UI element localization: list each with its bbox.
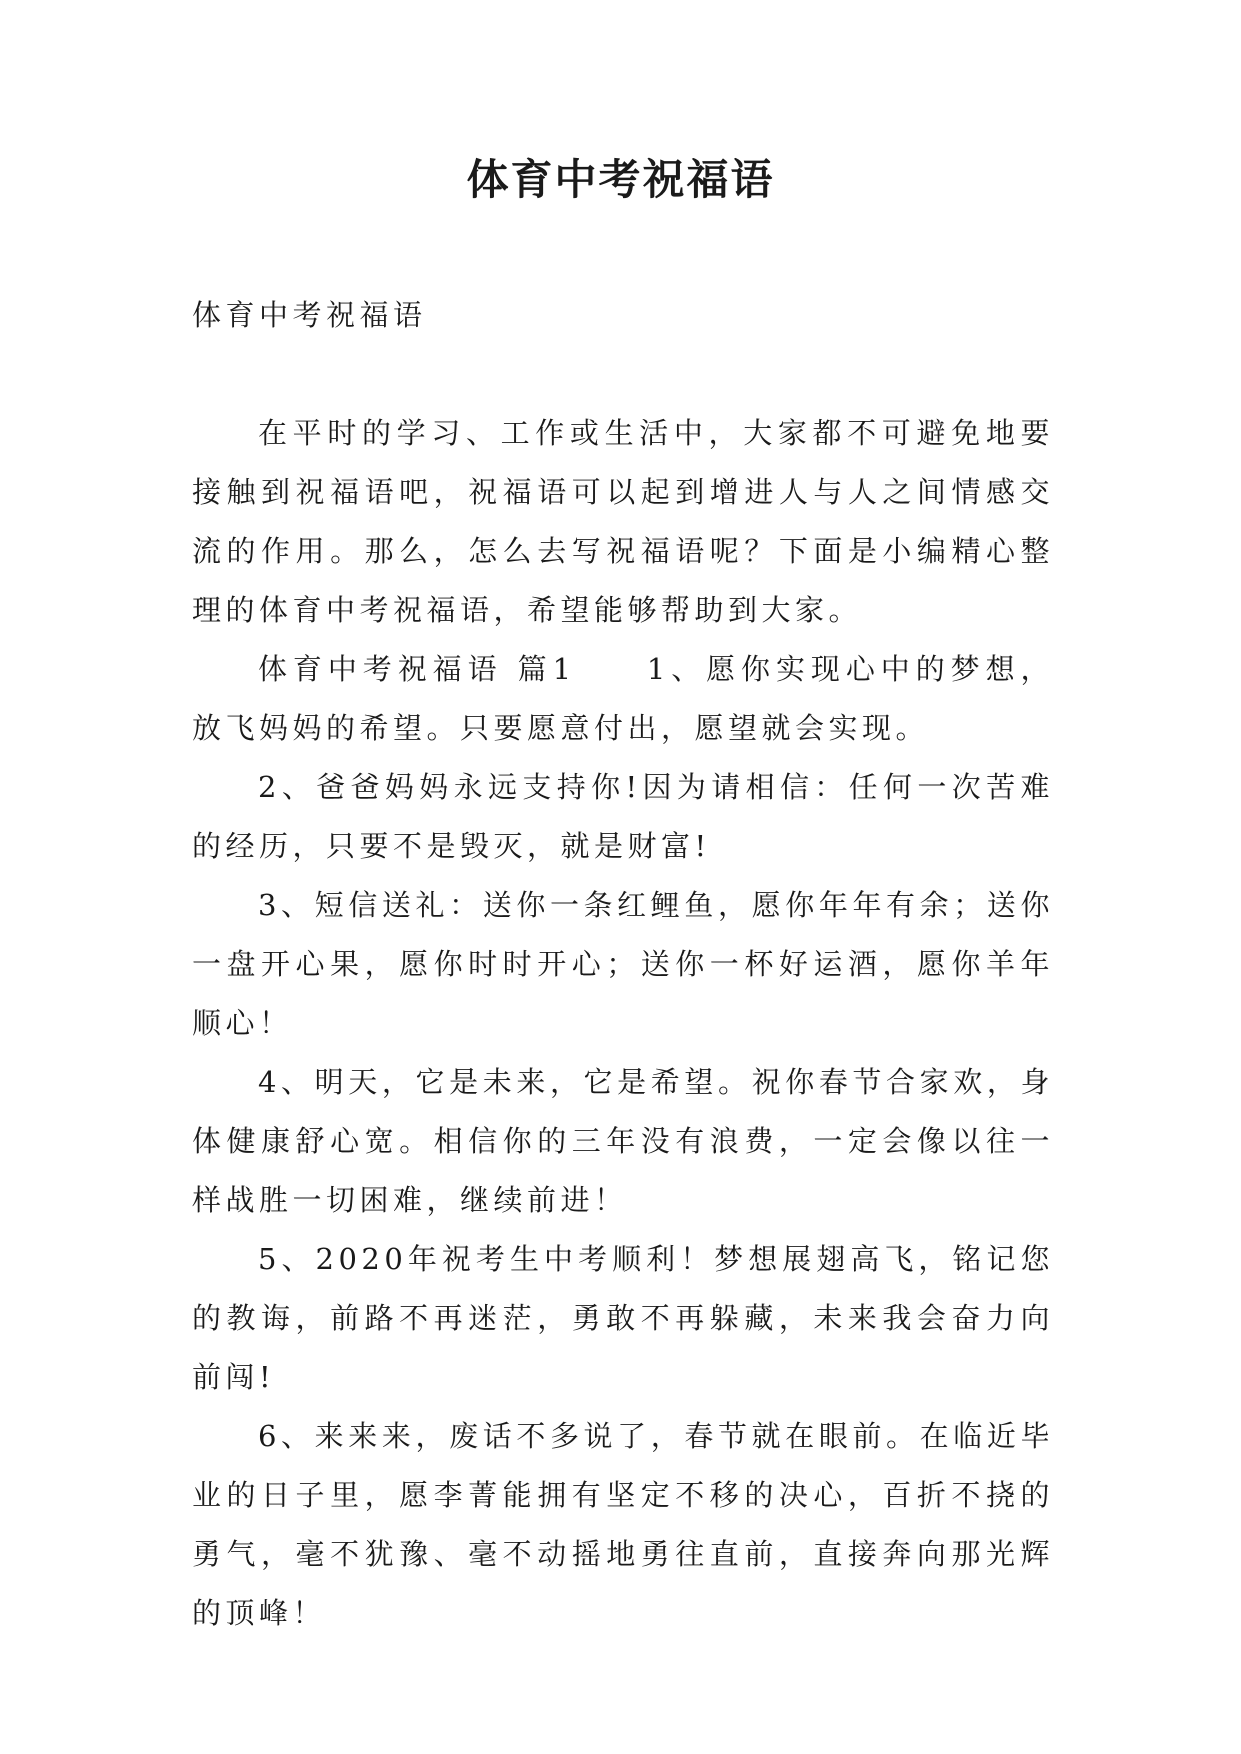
blessing-paragraph-5: 5、2020年祝考生中考顺利！梦想展翅高飞，铭记您的教诲，前路不再迷茫，勇敢不再躲藏，未来我会奋力向前闯! <box>192 1242 1054 1394</box>
intro-paragraph: 在平时的学习、工作或生活中，大家都不可避免地要接触到祝福语吧，祝福语可以起到增进人与人之间情感交流的作用。那么，怎么去写祝福语呢？下面是小编精心整理的体育中考祝福语，希望能够帮助到大家。 <box>192 416 1054 627</box>
blessing-paragraph-1: 体育中考祝福语 篇1 1、愿你实现心中的梦想，放飞妈妈的希望。只要愿意付出，愿望就会实现。 <box>192 652 1054 745</box>
blessing-paragraph-3: 3、短信送礼：送你一条红鲤鱼，愿你年年有余；送你一盘开心果，愿你时时开心；送你一杯好运酒，愿你羊年顺心！ <box>192 888 1054 1040</box>
document-subtitle: 体育中考祝福语 <box>192 298 427 332</box>
blessing-paragraph-4: 4、明天，它是未来，它是希望。祝你春节合家欢，身体健康舒心宽。相信你的三年没有浪费，一定会像以往一样战胜一切困难，继续前进！ <box>192 1065 1054 1217</box>
document-body <box>192 286 1054 1643</box>
blessing-paragraph-6: 6、来来来，废话不多说了，春节就在眼前。在临近毕业的日子里，愿李菁能拥有坚定不移的决心，百折不挠的勇气，毫不犹豫、毫不动摇地勇往直前，直接奔向那光辉的顶峰！ <box>192 1419 1054 1630</box>
document-title: 体育中考祝福语 <box>466 155 775 204</box>
blessing-paragraph-2: 2、爸爸妈妈永远支持你!因为请相信：任何一次苦难的经历，只要不是毁灭，就是财富! <box>192 770 1054 863</box>
